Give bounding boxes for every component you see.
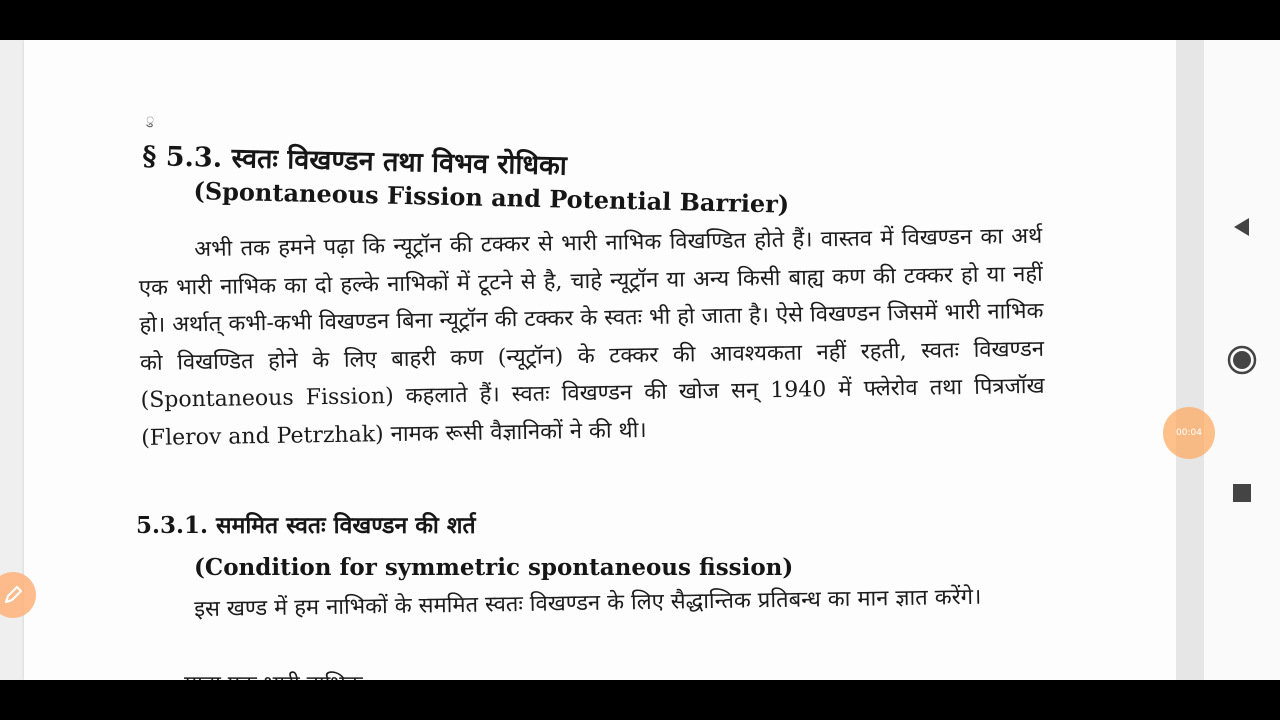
subsection-title-english: (Condition for symmetric spontaneous fission)	[194, 554, 794, 581]
pencil-icon	[2, 584, 24, 606]
recents-square-icon	[1232, 483, 1252, 503]
subsection-title-hindi: 5.3.1. सममित स्वतः विखण्डन की शर्त	[136, 512, 476, 539]
scanned-page	[24, 40, 1176, 680]
paragraph-condition: इस खण्ड में हम नाभिकों के सममित स्वतः विखण्डन के लिए सैद्धान्तिक प्रतिबन्ध का मान ज्ञात करेंगे।	[194, 584, 982, 623]
page-scroll-track[interactable]	[1176, 40, 1204, 680]
screen-recorder-bubble[interactable]	[1163, 407, 1215, 459]
home-circle-icon	[1226, 344, 1258, 376]
section-heading	[141, 136, 790, 219]
subsection-heading	[136, 508, 793, 581]
section-title-english: (Spontaneous Fission and Potential Barrier)	[193, 176, 790, 219]
paragraph-spontaneous-fission: अभी तक हमने पढ़ा कि न्यूट्रॉन की टक्कर से भारी नाभिक विखण्डित होते हैं। वास्तव में विखण्डन का अर्थ एक भारी नाभिक का दो हल्के नाभिकों में टूटने से है, चाहे न्यूट्रॉन या अन्य किसी बाह्य कण की टक्कर हो या नहीं हो। अर्थात् कभी-कभी विखण्डन बिना न्यूट्रॉन की टक्कर के स्वतः भी हो जाता है। ऐसे विखण्डन जिसमें भारी नाभिक को विखण्डित होने के लिए बाहरी कण (न्यूट्रॉन) के टक्कर की आवश्यकता नहीं रहती, स्वतः विखण्डन (Spontaneous Fission) कहलाते हैं। स्वतः विखण्डन की खोज सन् 1940 में फ्लेरोव तथा पित्रजॉख (Flerov and Petrzhak) नामक रूसी वैज्ञानिकों ने की थी।	[138, 223, 1045, 451]
page-corner-mark: ु	[146, 112, 155, 128]
top-letterbox-bar	[0, 0, 1280, 40]
section-title-hindi: § 5.3. स्वतः विखण्डन तथा विभव रोधिका	[141, 141, 568, 182]
back-triangle-icon	[1231, 216, 1253, 238]
home-button[interactable]	[1222, 340, 1262, 380]
recorder-time: 00:04	[1176, 428, 1202, 438]
back-button[interactable]	[1222, 207, 1262, 247]
recents-button[interactable]	[1222, 473, 1262, 513]
document-viewer[interactable]	[0, 40, 1280, 680]
bottom-letterbox-bar	[0, 680, 1280, 720]
